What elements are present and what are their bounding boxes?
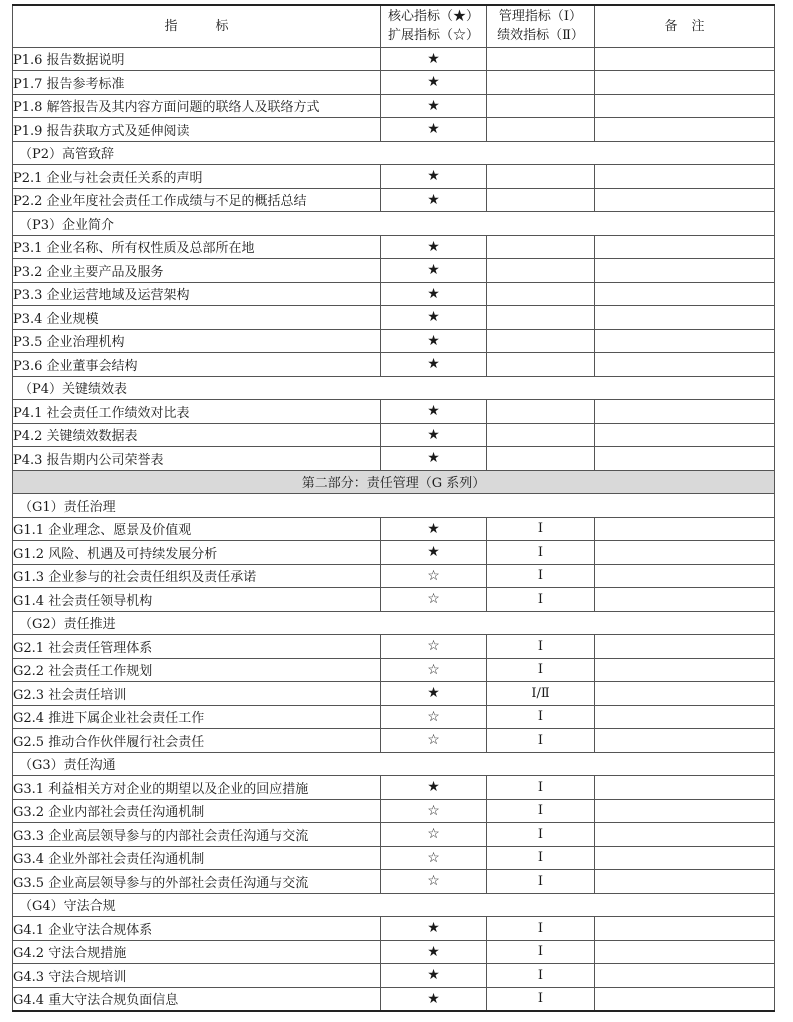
indicator-name: G2.5 推动合作伙伴履行社会责任 — [13, 729, 381, 753]
group-row — [13, 893, 775, 917]
header-core-line2: 扩展指标（☆） — [387, 28, 479, 44]
indicator-name: G2.4 推进下属企业社会责任工作 — [13, 705, 381, 729]
table-row — [13, 165, 775, 189]
core-mark: ★ — [381, 682, 487, 706]
note-cell — [595, 588, 775, 612]
table-row — [13, 917, 775, 941]
note-cell — [595, 400, 775, 424]
mgmt-mark — [487, 447, 595, 471]
mgmt-mark: Ⅰ — [487, 729, 595, 753]
table-row — [13, 188, 775, 212]
indicator-name: P1.9 报告获取方式及延伸阅读 — [13, 118, 381, 142]
note-cell — [595, 564, 775, 588]
mgmt-mark: Ⅰ — [487, 917, 595, 941]
group-title: （P2）高管致辞 — [13, 141, 775, 165]
group-title: （G1）责任治理 — [13, 494, 775, 518]
core-mark: ★ — [381, 188, 487, 212]
mgmt-mark: Ⅰ — [487, 870, 595, 894]
indicator-name: G3.2 企业内部社会责任沟通机制 — [13, 799, 381, 823]
mgmt-mark: Ⅰ — [487, 799, 595, 823]
mgmt-mark: Ⅰ — [487, 846, 595, 870]
table-row — [13, 94, 775, 118]
note-cell — [595, 635, 775, 659]
core-mark: ★ — [381, 94, 487, 118]
core-mark: ★ — [381, 71, 487, 95]
mgmt-mark — [487, 423, 595, 447]
table-row — [13, 329, 775, 353]
table-row — [13, 987, 775, 1011]
indicator-name: P4.3 报告期内公司荣誉表 — [13, 447, 381, 471]
indicator-name: P3.4 企业规模 — [13, 306, 381, 330]
table-row — [13, 846, 775, 870]
note-cell — [595, 306, 775, 330]
header-management-performance — [487, 5, 595, 47]
core-mark: ★ — [381, 541, 487, 565]
group-row — [13, 141, 775, 165]
indicator-table — [12, 4, 775, 1012]
header-mgmt-line1: 管理指标（Ⅰ） — [498, 9, 583, 25]
note-cell — [595, 541, 775, 565]
mgmt-mark: Ⅰ — [487, 588, 595, 612]
indicator-name: G3.3 企业高层领导参与的内部社会责任沟通与交流 — [13, 823, 381, 847]
note-cell — [595, 47, 775, 71]
table-body — [13, 47, 775, 1011]
mgmt-mark: Ⅰ — [487, 541, 595, 565]
core-mark: ★ — [381, 353, 487, 377]
note-cell — [595, 259, 775, 283]
note-cell — [595, 353, 775, 377]
indicator-name: P3.1 企业名称、所有权性质及总部所在地 — [13, 235, 381, 259]
table-row — [13, 588, 775, 612]
mgmt-mark — [487, 235, 595, 259]
core-mark: ★ — [381, 329, 487, 353]
mgmt-mark: Ⅰ — [487, 517, 595, 541]
core-mark: ☆ — [381, 635, 487, 659]
note-cell — [595, 870, 775, 894]
indicator-name: P2.2 企业年度社会责任工作成绩与不足的概括总结 — [13, 188, 381, 212]
table-row — [13, 564, 775, 588]
note-cell — [595, 447, 775, 471]
note-cell — [595, 329, 775, 353]
indicator-name: G1.4 社会责任领导机构 — [13, 588, 381, 612]
table-row — [13, 47, 775, 71]
core-mark: ★ — [381, 306, 487, 330]
core-mark: ☆ — [381, 799, 487, 823]
indicator-name: P3.5 企业治理机构 — [13, 329, 381, 353]
table-header — [13, 5, 775, 47]
mgmt-mark: Ⅰ — [487, 964, 595, 988]
indicator-name: P4.2 关键绩效数据表 — [13, 423, 381, 447]
indicator-name: P1.8 解答报告及其内容方面问题的联络人及联络方式 — [13, 94, 381, 118]
table-row — [13, 400, 775, 424]
note-cell — [595, 282, 775, 306]
core-mark: ★ — [381, 423, 487, 447]
mgmt-mark — [487, 118, 595, 142]
note-cell — [595, 964, 775, 988]
core-mark: ☆ — [381, 705, 487, 729]
note-cell — [595, 846, 775, 870]
table-row — [13, 729, 775, 753]
indicator-name: G1.2 风险、机遇及可持续发展分析 — [13, 541, 381, 565]
core-mark: ★ — [381, 987, 487, 1011]
mgmt-mark: Ⅰ — [487, 705, 595, 729]
table-row — [13, 71, 775, 95]
core-mark: ★ — [381, 118, 487, 142]
table-row — [13, 635, 775, 659]
note-cell — [595, 940, 775, 964]
mgmt-mark: Ⅰ/Ⅱ — [487, 682, 595, 706]
mgmt-mark: Ⅰ — [487, 987, 595, 1011]
header-core-extended — [381, 5, 487, 47]
note-cell — [595, 71, 775, 95]
mgmt-mark — [487, 353, 595, 377]
core-mark: ★ — [381, 400, 487, 424]
core-mark: ★ — [381, 259, 487, 283]
indicator-name: G2.2 社会责任工作规划 — [13, 658, 381, 682]
indicator-name: P4.1 社会责任工作绩效对比表 — [13, 400, 381, 424]
group-row — [13, 376, 775, 400]
note-cell — [595, 705, 775, 729]
indicator-name: G4.2 守法合规措施 — [13, 940, 381, 964]
mgmt-mark — [487, 282, 595, 306]
core-mark: ★ — [381, 517, 487, 541]
core-mark: ☆ — [381, 870, 487, 894]
table-row — [13, 799, 775, 823]
group-row — [13, 494, 775, 518]
table-row — [13, 964, 775, 988]
core-mark: ★ — [381, 964, 487, 988]
mgmt-mark — [487, 94, 595, 118]
core-mark: ★ — [381, 917, 487, 941]
group-row — [13, 212, 775, 236]
note-cell — [595, 423, 775, 447]
mgmt-mark — [487, 188, 595, 212]
table-row — [13, 658, 775, 682]
table-row — [13, 776, 775, 800]
mgmt-mark — [487, 259, 595, 283]
indicator-name: P1.7 报告参考标准 — [13, 71, 381, 95]
group-title: （G2）责任推进 — [13, 611, 775, 635]
indicator-name: G1.1 企业理念、愿景及价值观 — [13, 517, 381, 541]
header-indicator: 指标 — [13, 5, 381, 47]
indicator-name: G2.3 社会责任培训 — [13, 682, 381, 706]
table-row — [13, 823, 775, 847]
section-title: 第二部分：责任管理（G 系列） — [13, 470, 775, 494]
table-row — [13, 282, 775, 306]
group-title: （G4）守法合规 — [13, 893, 775, 917]
table-row — [13, 870, 775, 894]
table-row — [13, 423, 775, 447]
table-row — [13, 940, 775, 964]
table-row — [13, 517, 775, 541]
note-cell — [595, 188, 775, 212]
core-mark: ★ — [381, 940, 487, 964]
group-title: （P4）关键绩效表 — [13, 376, 775, 400]
section-row — [13, 470, 775, 494]
mgmt-mark: Ⅰ — [487, 776, 595, 800]
core-mark: ☆ — [381, 588, 487, 612]
core-mark: ★ — [381, 47, 487, 71]
header-mgmt-line2: 绩效指标（Ⅱ） — [497, 28, 584, 44]
table-row — [13, 705, 775, 729]
core-mark: ☆ — [381, 729, 487, 753]
core-mark: ★ — [381, 165, 487, 189]
core-mark: ☆ — [381, 823, 487, 847]
core-mark: ★ — [381, 776, 487, 800]
indicator-name: P3.3 企业运营地域及运营架构 — [13, 282, 381, 306]
table-row — [13, 118, 775, 142]
table-row — [13, 235, 775, 259]
indicator-name: G4.3 守法合规培训 — [13, 964, 381, 988]
note-cell — [595, 517, 775, 541]
core-mark: ★ — [381, 282, 487, 306]
note-cell — [595, 823, 775, 847]
mgmt-mark: Ⅰ — [487, 635, 595, 659]
mgmt-mark — [487, 400, 595, 424]
mgmt-mark — [487, 165, 595, 189]
core-mark: ☆ — [381, 846, 487, 870]
note-cell — [595, 776, 775, 800]
indicator-name: G4.4 重大守法合规负面信息 — [13, 987, 381, 1011]
indicator-name: G3.5 企业高层领导参与的外部社会责任沟通与交流 — [13, 870, 381, 894]
indicator-name: G2.1 社会责任管理体系 — [13, 635, 381, 659]
group-row — [13, 611, 775, 635]
mgmt-mark: Ⅰ — [487, 940, 595, 964]
indicator-name: G3.1 利益相关方对企业的期望以及企业的回应措施 — [13, 776, 381, 800]
table-row — [13, 306, 775, 330]
mgmt-mark: Ⅰ — [487, 658, 595, 682]
indicator-name: P1.6 报告数据说明 — [13, 47, 381, 71]
mgmt-mark — [487, 329, 595, 353]
core-mark: ★ — [381, 235, 487, 259]
indicator-name: G4.1 企业守法合规体系 — [13, 917, 381, 941]
mgmt-mark — [487, 71, 595, 95]
indicator-name: P3.2 企业主要产品及服务 — [13, 259, 381, 283]
indicator-name: G1.3 企业参与的社会责任组织及责任承诺 — [13, 564, 381, 588]
note-cell — [595, 118, 775, 142]
header-note: 备注 — [595, 5, 775, 47]
table-row — [13, 541, 775, 565]
note-cell — [595, 235, 775, 259]
note-cell — [595, 987, 775, 1011]
core-mark: ☆ — [381, 658, 487, 682]
note-cell — [595, 917, 775, 941]
note-cell — [595, 658, 775, 682]
mgmt-mark: Ⅰ — [487, 564, 595, 588]
group-title: （G3）责任沟通 — [13, 752, 775, 776]
indicator-name: G3.4 企业外部社会责任沟通机制 — [13, 846, 381, 870]
core-mark: ☆ — [381, 564, 487, 588]
core-mark: ★ — [381, 447, 487, 471]
note-cell — [595, 94, 775, 118]
mgmt-mark — [487, 47, 595, 71]
note-cell — [595, 682, 775, 706]
header-core-line1: 核心指标（★） — [387, 9, 479, 25]
table-row — [13, 682, 775, 706]
note-cell — [595, 729, 775, 753]
table-row — [13, 447, 775, 471]
mgmt-mark — [487, 306, 595, 330]
note-cell — [595, 799, 775, 823]
mgmt-mark: Ⅰ — [487, 823, 595, 847]
group-title: （P3）企业简介 — [13, 212, 775, 236]
note-cell — [595, 165, 775, 189]
indicator-name: P2.1 企业与社会责任关系的声明 — [13, 165, 381, 189]
table-row — [13, 259, 775, 283]
indicator-name: P3.6 企业董事会结构 — [13, 353, 381, 377]
table-row — [13, 353, 775, 377]
group-row — [13, 752, 775, 776]
